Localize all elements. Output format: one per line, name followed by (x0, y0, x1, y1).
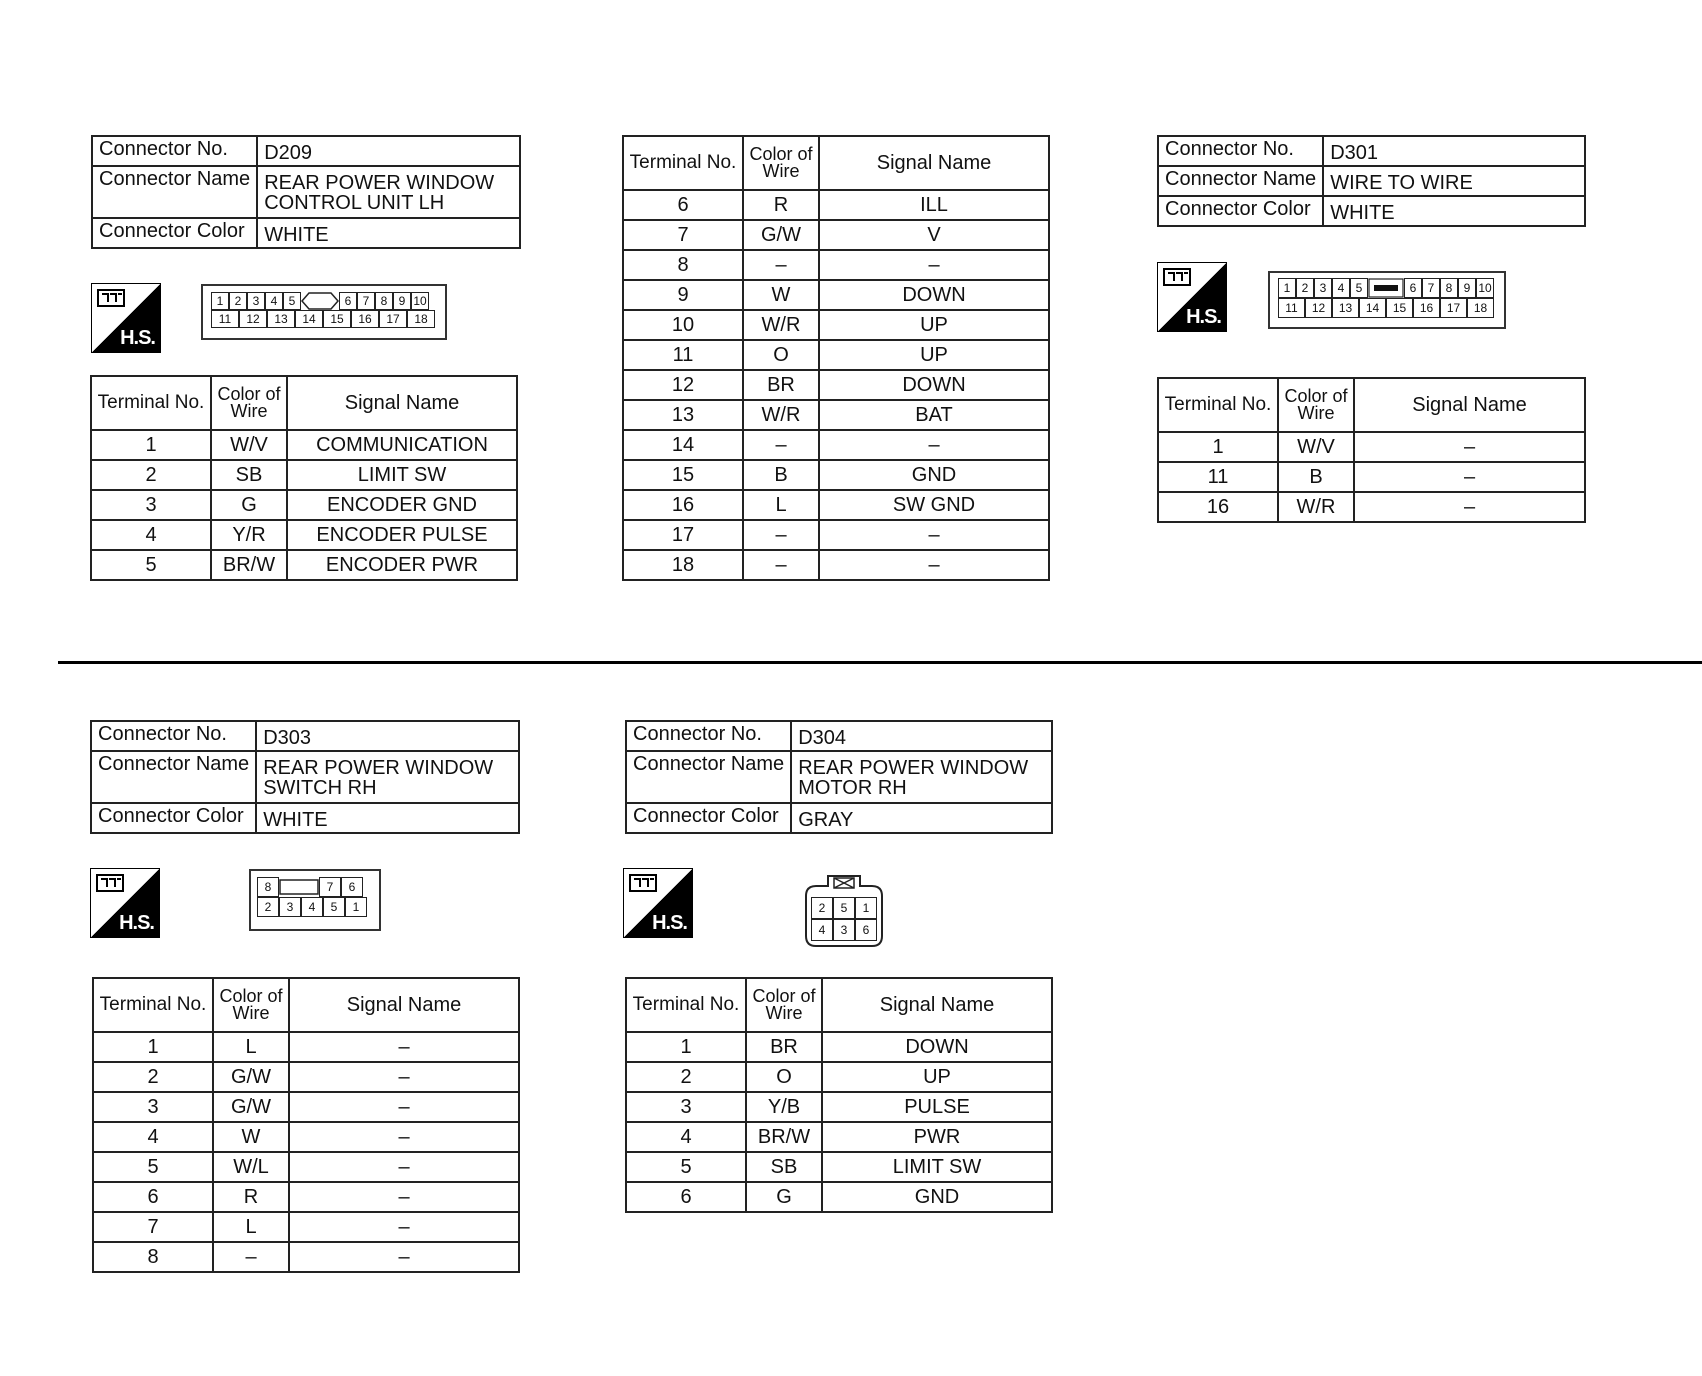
d301-connector-info (1157, 135, 1586, 227)
wire-color-cell: L (213, 1032, 289, 1062)
wire-color-cell: G/W (743, 220, 819, 250)
signal-name-cell: – (289, 1182, 519, 1212)
table-row (1158, 462, 1585, 492)
connector-pin: 9 (1458, 278, 1476, 298)
wire-color-cell: G (746, 1182, 822, 1212)
d209-terminal-table-right (622, 135, 1050, 581)
signal-name-cell: ILL (819, 190, 1049, 220)
signal-name-cell: ENCODER GND (287, 490, 517, 520)
table-row (623, 340, 1049, 370)
table-row (91, 460, 517, 490)
terminal-no-cell: 5 (626, 1152, 746, 1182)
terminal-no-header: Terminal No. (623, 136, 743, 190)
wire-color-cell: O (743, 340, 819, 370)
terminal-no-cell: 2 (91, 460, 211, 490)
connector-pin: 7 (357, 292, 375, 310)
connector-key-icon (1368, 278, 1404, 298)
connector-pin: 6 (855, 919, 877, 941)
connector-pin: 6 (1404, 278, 1422, 298)
connector-pin: 5 (323, 897, 345, 917)
table-row (623, 310, 1049, 340)
connector-pin: 7 (1422, 278, 1440, 298)
connector-pin: 6 (341, 877, 363, 897)
terminal-no-header: Terminal No. (1158, 378, 1278, 432)
connector-pin: 16 (1413, 298, 1440, 318)
connector-pin: 12 (239, 310, 267, 328)
signal-name-cell: – (289, 1122, 519, 1152)
wire-color-cell: – (213, 1242, 289, 1272)
wire-color-cell: BR/W (211, 550, 287, 580)
color-of-wire-header: Color of Wire (1278, 378, 1354, 432)
wire-color-cell: W/L (213, 1152, 289, 1182)
signal-name-cell: PWR (822, 1122, 1052, 1152)
terminal-no-cell: 1 (626, 1032, 746, 1062)
wire-color-cell: W/V (1278, 432, 1354, 462)
connector-pin: 2 (1296, 278, 1314, 298)
connector-pin: 1 (211, 292, 229, 310)
table-row (623, 280, 1049, 310)
connector-color-label: Connector Color (1158, 196, 1323, 226)
wire-color-cell: BR/W (746, 1122, 822, 1152)
signal-name-header: Signal Name (822, 978, 1052, 1032)
color-of-wire-header: Color of Wire (743, 136, 819, 190)
connector-pin: 4 (1332, 278, 1350, 298)
connector-pin: 4 (265, 292, 283, 310)
hs-label: H.S. (652, 912, 687, 934)
connector-pin: 15 (1386, 298, 1413, 318)
terminal-no-cell: 1 (91, 430, 211, 460)
wire-color-cell: R (743, 190, 819, 220)
connector-no-label: Connector No. (91, 721, 256, 751)
connector-name-label: Connector Name (91, 751, 256, 803)
terminal-no-cell: 10 (623, 310, 743, 340)
table-row (626, 1152, 1052, 1182)
connector-color-label: Connector Color (91, 803, 256, 833)
signal-name-cell: DOWN (822, 1032, 1052, 1062)
hs-label: H.S. (120, 327, 155, 349)
table-row (626, 1062, 1052, 1092)
terminal-no-cell: 16 (623, 490, 743, 520)
connector-pin: 11 (211, 310, 239, 328)
table-row (626, 1032, 1052, 1062)
terminal-no-cell: 8 (623, 250, 743, 280)
terminal-no-header: Terminal No. (91, 376, 211, 430)
wire-color-cell: Y/R (211, 520, 287, 550)
signal-name-cell: PULSE (822, 1092, 1052, 1122)
terminal-no-cell: 15 (623, 460, 743, 490)
connector-name-label: Connector Name (92, 166, 257, 218)
wire-color-cell: G/W (213, 1092, 289, 1122)
signal-name-cell: LIMIT SW (822, 1152, 1052, 1182)
wire-color-cell: L (743, 490, 819, 520)
color-of-wire-header: Color of Wire (213, 978, 289, 1032)
wire-color-cell: SB (746, 1152, 822, 1182)
connector-pin: 15 (323, 310, 351, 328)
connector-no-value: D304 (791, 721, 1052, 751)
connector-no-label: Connector No. (626, 721, 791, 751)
wire-color-cell: W (743, 280, 819, 310)
wire-color-cell: SB (211, 460, 287, 490)
connector-pin: 3 (247, 292, 265, 310)
signal-name-cell: – (819, 250, 1049, 280)
wire-color-cell: W (213, 1122, 289, 1152)
terminal-no-cell: 5 (93, 1152, 213, 1182)
wire-color-cell: – (743, 250, 819, 280)
signal-name-cell: UP (819, 310, 1049, 340)
signal-name-cell: GND (819, 460, 1049, 490)
terminal-no-cell: 3 (626, 1092, 746, 1122)
connector-pin: 2 (229, 292, 247, 310)
connector-glyph-icon (1162, 267, 1194, 291)
connector-pin: 3 (1314, 278, 1332, 298)
connector-pin: 8 (257, 877, 279, 897)
signal-name-header: Signal Name (287, 376, 517, 430)
table-row (93, 1092, 519, 1122)
connector-pin: 5 (833, 897, 855, 919)
wire-color-cell: BR (746, 1032, 822, 1062)
signal-name-cell: – (289, 1032, 519, 1062)
connector-no-value: D209 (257, 136, 520, 166)
hs-label: H.S. (1186, 306, 1221, 328)
terminal-no-cell: 5 (91, 550, 211, 580)
signal-name-cell: – (289, 1062, 519, 1092)
d301-terminal-table (1157, 377, 1586, 523)
wire-color-cell: L (213, 1212, 289, 1242)
connector-key-icon (279, 877, 319, 897)
signal-name-header: Signal Name (819, 136, 1049, 190)
connector-name-label: Connector Name (1158, 166, 1323, 196)
terminal-no-cell: 6 (626, 1182, 746, 1212)
table-row (1158, 492, 1585, 522)
wire-color-cell: – (743, 430, 819, 460)
connector-pin: 11 (1278, 298, 1305, 318)
signal-name-cell: – (819, 550, 1049, 580)
signal-name-cell: V (819, 220, 1049, 250)
signal-name-cell: – (289, 1242, 519, 1272)
table-row (93, 1242, 519, 1272)
connector-name-value: REAR POWER WINDOW SWITCH RH (256, 751, 519, 803)
wire-color-cell: – (743, 550, 819, 580)
terminal-no-cell: 1 (93, 1032, 213, 1062)
table-row (93, 1152, 519, 1182)
connector-color-value: GRAY (791, 803, 1052, 833)
signal-name-cell: DOWN (819, 280, 1049, 310)
connector-no-label: Connector No. (1158, 136, 1323, 166)
connector-pin: 9 (393, 292, 411, 310)
signal-name-header: Signal Name (1354, 378, 1585, 432)
signal-name-cell: DOWN (819, 370, 1049, 400)
signal-name-cell: – (289, 1212, 519, 1242)
connector-key-icon (301, 292, 339, 310)
signal-name-cell: ENCODER PULSE (287, 520, 517, 550)
d303-pin-face (249, 869, 381, 931)
signal-name-cell: – (1354, 492, 1585, 522)
table-row (93, 1122, 519, 1152)
terminal-no-cell: 3 (91, 490, 211, 520)
terminal-no-cell: 7 (93, 1212, 213, 1242)
table-row (91, 520, 517, 550)
connector-pin: 3 (279, 897, 301, 917)
table-row (93, 1062, 519, 1092)
hs-label: H.S. (119, 912, 154, 934)
connector-pin: 4 (301, 897, 323, 917)
d303-terminal-table (92, 977, 520, 1273)
terminal-no-cell: 2 (93, 1062, 213, 1092)
terminal-no-cell: 2 (626, 1062, 746, 1092)
wire-color-cell: BR (743, 370, 819, 400)
terminal-no-cell: 11 (1158, 462, 1278, 492)
wire-color-cell: W/R (1278, 492, 1354, 522)
connector-pin: 17 (1440, 298, 1467, 318)
signal-name-cell: – (289, 1092, 519, 1122)
connector-glyph-icon (628, 873, 660, 897)
connector-pin: 17 (379, 310, 407, 328)
connector-pin: 1 (1278, 278, 1296, 298)
connector-pin: 16 (351, 310, 379, 328)
connector-no-label: Connector No. (92, 136, 257, 166)
terminal-no-cell: 1 (1158, 432, 1278, 462)
d304-connector-info (625, 720, 1053, 834)
d301-pin-face (1268, 271, 1506, 329)
wire-color-cell: O (746, 1062, 822, 1092)
connector-pin: 14 (295, 310, 323, 328)
table-row (91, 490, 517, 520)
terminal-no-cell: 6 (623, 190, 743, 220)
table-row (91, 430, 517, 460)
connector-pin: 10 (1476, 278, 1494, 298)
harness-side-badge (91, 283, 161, 353)
harness-side-badge (623, 868, 693, 938)
table-row (623, 400, 1049, 430)
wire-color-cell: – (743, 520, 819, 550)
table-row (1158, 432, 1585, 462)
table-row (626, 1092, 1052, 1122)
terminal-no-cell: 4 (93, 1122, 213, 1152)
connector-pin: 4 (811, 919, 833, 941)
table-row (623, 490, 1049, 520)
table-row (93, 1212, 519, 1242)
connector-color-label: Connector Color (92, 218, 257, 248)
table-row (623, 370, 1049, 400)
signal-name-cell: – (819, 430, 1049, 460)
terminal-no-cell: 17 (623, 520, 743, 550)
d303-connector-info (90, 720, 520, 834)
connector-pin: 18 (407, 310, 435, 328)
connector-pin: 7 (319, 877, 341, 897)
terminal-no-cell: 3 (93, 1092, 213, 1122)
d209-connector-info (91, 135, 521, 249)
wire-color-cell: Y/B (746, 1092, 822, 1122)
terminal-no-cell: 13 (623, 400, 743, 430)
connector-pin: 5 (283, 292, 301, 310)
terminal-no-cell: 4 (626, 1122, 746, 1152)
terminal-no-cell: 11 (623, 340, 743, 370)
connector-pin: 3 (833, 919, 855, 941)
connector-pin: 2 (257, 897, 279, 917)
terminal-no-cell: 18 (623, 550, 743, 580)
harness-side-badge (1157, 262, 1227, 332)
color-of-wire-header: Color of Wire (211, 376, 287, 430)
terminal-no-cell: 16 (1158, 492, 1278, 522)
table-row (623, 250, 1049, 280)
d209-pin-face (201, 284, 447, 340)
connector-pin: 1 (855, 897, 877, 919)
d304-terminal-table (625, 977, 1053, 1213)
table-row (93, 1032, 519, 1062)
terminal-no-cell: 7 (623, 220, 743, 250)
table-row (623, 550, 1049, 580)
signal-name-cell: – (819, 520, 1049, 550)
terminal-no-header: Terminal No. (93, 978, 213, 1032)
connector-color-value: WHITE (256, 803, 519, 833)
signal-name-cell: UP (822, 1062, 1052, 1092)
terminal-no-cell: 14 (623, 430, 743, 460)
connector-name-value: REAR POWER WINDOW CONTROL UNIT LH (257, 166, 520, 218)
connector-pin: 18 (1467, 298, 1494, 318)
connector-pin: 2 (811, 897, 833, 919)
signal-name-cell: – (1354, 432, 1585, 462)
terminal-no-cell: 4 (91, 520, 211, 550)
terminal-no-cell: 12 (623, 370, 743, 400)
table-row (623, 220, 1049, 250)
signal-name-cell: UP (819, 340, 1049, 370)
table-row (626, 1182, 1052, 1212)
signal-name-cell: ENCODER PWR (287, 550, 517, 580)
connector-glyph-icon (96, 288, 128, 312)
d209-terminal-table-left (90, 375, 518, 581)
connector-pin: 14 (1359, 298, 1386, 318)
table-row (623, 430, 1049, 460)
signal-name-cell: – (1354, 462, 1585, 492)
terminal-no-cell: 8 (93, 1242, 213, 1272)
signal-name-cell: SW GND (819, 490, 1049, 520)
wire-color-cell: B (743, 460, 819, 490)
connector-name-value: REAR POWER WINDOW MOTOR RH (791, 751, 1052, 803)
table-row (91, 550, 517, 580)
connector-pin: 13 (267, 310, 295, 328)
connector-name-value: WIRE TO WIRE (1323, 166, 1585, 196)
connector-pin: 13 (1332, 298, 1359, 318)
d304-pin-face (806, 895, 882, 943)
connector-pin: 8 (1440, 278, 1458, 298)
connector-pin: 12 (1305, 298, 1332, 318)
wire-color-cell: R (213, 1182, 289, 1212)
connector-glyph-icon (95, 873, 127, 897)
table-row (623, 520, 1049, 550)
terminal-no-cell: 6 (93, 1182, 213, 1212)
wire-color-cell: G/W (213, 1062, 289, 1092)
signal-name-cell: GND (822, 1182, 1052, 1212)
signal-name-cell: LIMIT SW (287, 460, 517, 490)
color-of-wire-header: Color of Wire (746, 978, 822, 1032)
signal-name-cell: BAT (819, 400, 1049, 430)
connector-color-label: Connector Color (626, 803, 791, 833)
connector-no-value: D301 (1323, 136, 1585, 166)
connector-no-value: D303 (256, 721, 519, 751)
connector-pin: 6 (339, 292, 357, 310)
wire-color-cell: W/R (743, 400, 819, 430)
wire-color-cell: B (1278, 462, 1354, 492)
connector-pin: 10 (411, 292, 429, 310)
harness-side-badge (90, 868, 160, 938)
connector-pin: 8 (375, 292, 393, 310)
terminal-no-header: Terminal No. (626, 978, 746, 1032)
connector-color-value: WHITE (1323, 196, 1585, 226)
connector-name-label: Connector Name (626, 751, 791, 803)
section-divider (58, 661, 1702, 664)
wire-color-cell: W/R (743, 310, 819, 340)
wire-color-cell: G (211, 490, 287, 520)
connector-color-value: WHITE (257, 218, 520, 248)
signal-name-cell: – (289, 1152, 519, 1182)
connector-pin: 5 (1350, 278, 1368, 298)
signal-name-cell: COMMUNICATION (287, 430, 517, 460)
table-row (623, 460, 1049, 490)
wire-color-cell: W/V (211, 430, 287, 460)
terminal-no-cell: 9 (623, 280, 743, 310)
signal-name-header: Signal Name (289, 978, 519, 1032)
table-row (623, 190, 1049, 220)
table-row (93, 1182, 519, 1212)
table-row (626, 1122, 1052, 1152)
connector-pin: 1 (345, 897, 367, 917)
